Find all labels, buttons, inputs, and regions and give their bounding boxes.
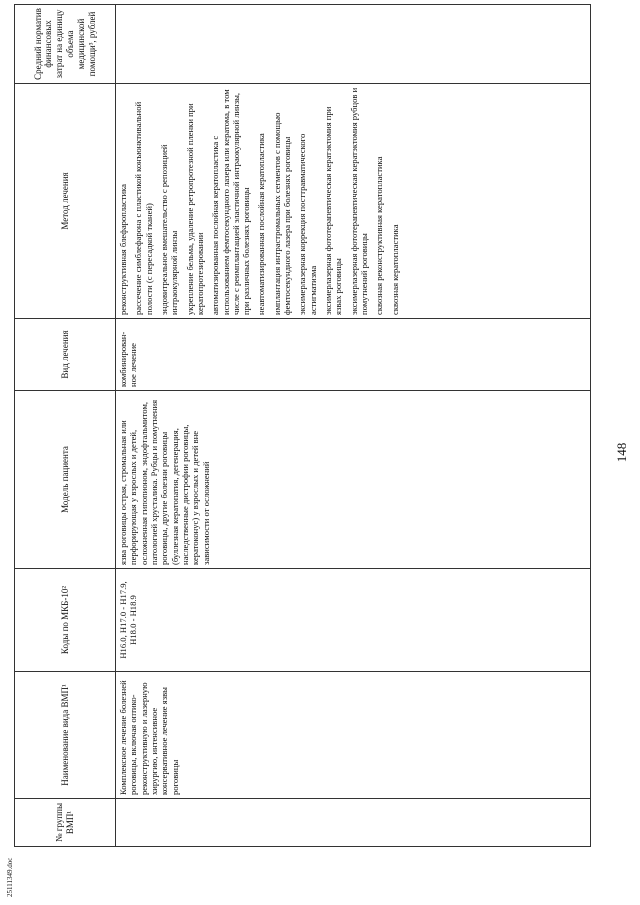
header-model: Модель пациента — [15, 391, 116, 569]
table-row — [116, 5, 591, 847]
method-list-top — [118, 87, 205, 315]
cell-method — [116, 84, 591, 319]
header-cost: Средний норматив финансовых затрат на единицу объема медицинской помощи³, рублей — [15, 5, 116, 84]
method-item: автоматизированная послойная кератопластика с использованием фемтосекундного лазера или кератома, в том числе с реимплантацией эластичной интраокулярной линзы, при различных болезнях роговицы — [210, 89, 252, 315]
method-item: сквозная реконструктивная кератопластика — [374, 156, 385, 315]
method-item: реконструктивная блефаропластика — [118, 184, 128, 315]
method-list — [210, 87, 400, 315]
page-number: 148 — [614, 442, 629, 463]
cell-cost — [116, 5, 591, 84]
header-group: № группы ВМП¹ — [15, 799, 116, 847]
header-name: Наименование вида ВМП¹ — [15, 672, 116, 799]
header-type: Вид лечения — [15, 319, 116, 391]
table-header-row — [15, 5, 116, 847]
header-codes: Коды по МКБ-10² — [15, 569, 116, 672]
method-item: эксимерлазерная фототерапевтическая кератэктомия при язвах роговицы — [323, 106, 344, 315]
method-item: эксимерлазерная коррекция посттравматического астигматизма — [297, 133, 318, 315]
doc-code: 25111349.doc — [6, 857, 14, 897]
cell-name: Комплексное лечение болезней роговицы, включая оптико-реконструктивную и лазерную хирургию, интенсивное консервативное лечение язвы роговицы — [116, 672, 591, 799]
vmp-table — [14, 4, 591, 847]
method-item: неавтоматизированная послойная кератопластика — [256, 133, 267, 315]
cell-type: комбинирован-ное лечение — [116, 319, 591, 391]
method-item: сквозная кератопластика — [389, 224, 400, 315]
cell-codes: H16.0, H17.0 - H17.9, H18.0 - H18.9 — [116, 569, 591, 672]
header-method: Метод лечения — [15, 84, 116, 319]
method-item: эксимерлазерная фототерапевтическая кератэктомия рубцов и помутнений роговицы — [348, 87, 369, 315]
method-item: эндовитреальное вмешательство с репозицией интраокулярной линзы — [158, 144, 180, 315]
method-item: рассечение симблефарона с пластикой конъюнктивальной полости (с пересадкой тканей) — [133, 101, 154, 315]
method-item: имплантация интрастромальных сегментов с помощью фемтосекундного лазера при болезнях роговицы — [271, 112, 293, 315]
cell-group — [116, 799, 591, 847]
cell-model: язва роговицы острая, стромальная или перфорирующая у взрослых и детей, осложненная гипопионом, эндофтальмитом, патологией хрусталика. Рубцы и помутнения роговицы, другие болезни роговицы (буллезная кератопатия, дегенерация, наследственные дистрофии роговицы, кератоконус) у взрослых и детей вне зависимости от осложнений — [116, 391, 591, 569]
method-item: укрепление бельма, удаление ретропротезной пленки при кератопротезировании — [184, 103, 205, 315]
